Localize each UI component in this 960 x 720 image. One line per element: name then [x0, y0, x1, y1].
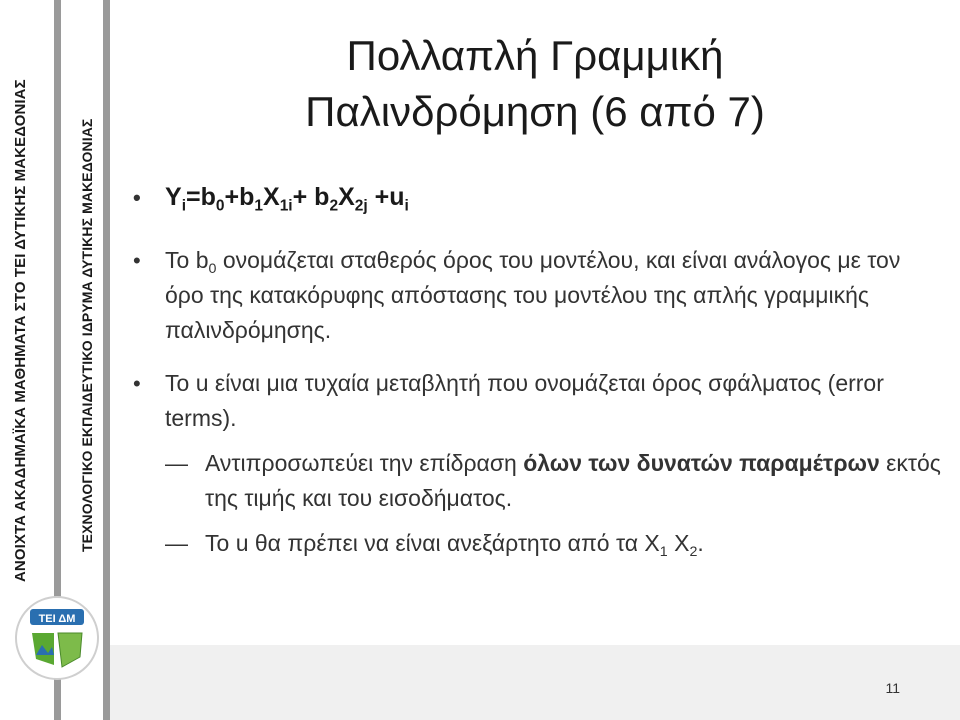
- tei-logo-icon: [14, 595, 100, 681]
- sidebar-divider-2: [103, 0, 110, 720]
- bullet-constant-term: • Το $b_0$ ονομάζεται σταθερός όρος του μοντέλου, και είναι ανάλογος με τον όρο της κατακόρυφης απόστασης του μοντέλου της απλής γραμμικής παλινδρόμησης.: [125, 243, 945, 348]
- sidebar-text-open-courses: ΑΝΟΙΧΤΑ ΑΚΑΔΗΜΑΪΚΑ ΜΑΘΗΜΑΤΑ ΣΤΟ ΤΕΙ ΔΥΤΙΚΗΣ ΜΑΚΕΔΟΝΙΑΣ: [12, 79, 29, 582]
- sidebar-text-institution: ΤΕΧΝΟΛΟΓΙΚΟ ΕΚΠΑΙΔΕΥΤΙΚΟ ΙΔΡΥΜΑ ΔΥΤΙΚΗΣ ΜΑΚΕΔΟΝΙΑΣ: [79, 118, 95, 552]
- title-line-1: Πολλαπλή Γραμμική: [346, 32, 724, 79]
- bullet-formula: • $Y_i=b_0+b_1X_{1i}+ b_2X_{2j} +u_i$: [125, 180, 945, 215]
- page-number: 11: [885, 680, 900, 696]
- sidebar: [0, 0, 110, 720]
- slide-content: [125, 180, 945, 571]
- dash-item-independence: — Το u θα πρέπει να είναι ανεξάρτητο από τα $X_1$ $X_2$.: [125, 526, 945, 561]
- footer-band: [110, 645, 960, 720]
- dash-item-effect: — Αντιπροσωπεύει την επίδραση όλων των δυνατών παραμέτρων εκτός της τιμής και του εισοδήματος.: [125, 446, 945, 516]
- slide-title: [110, 28, 960, 140]
- bullet-error-term: • Το u είναι μια τυχαία μεταβλητή που ονομάζεται όρος σφάλματος (error terms).: [125, 366, 945, 436]
- title-line-2: Παλινδρόμηση (6 από 7): [305, 88, 765, 135]
- svg-text:ΤΕΙ ΔΜ: ΤΕΙ ΔΜ: [38, 613, 76, 625]
